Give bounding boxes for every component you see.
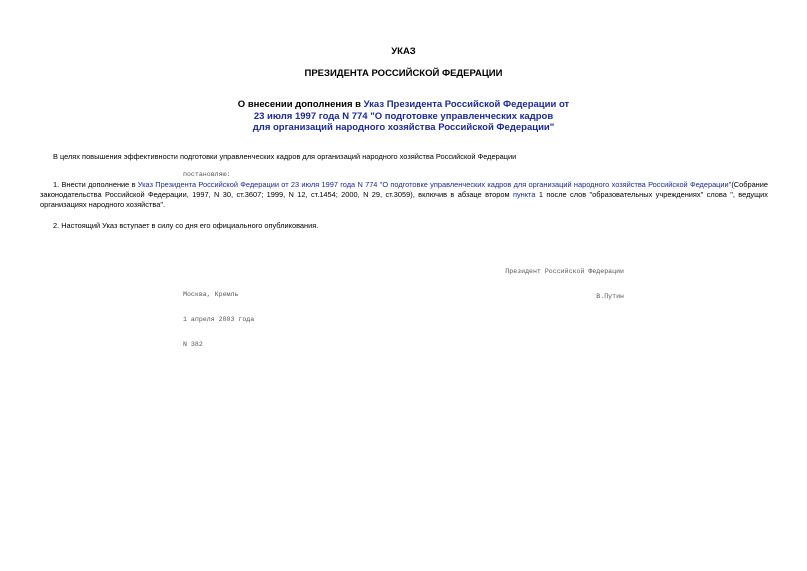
paragraph-1-prefix: 1. Внести дополнение в (53, 180, 138, 189)
subject-decree-link-line3[interactable]: для организаций народного хозяйства Российской Федерации" (252, 122, 555, 133)
document-subject (0, 99, 807, 134)
place: Москва, Кремль (183, 291, 239, 299)
subject-prefix: О внесении дополнения в (237, 99, 364, 110)
document-title: УКАЗ (391, 46, 416, 57)
place-date-block (183, 275, 254, 365)
signature-block (430, 252, 624, 318)
paragraph-1-middle: (Собрание законодательства Российской Федерации, 1997, N 30, ст.3607; 1999, N 12, ст.1454; 2000, N 29, ст.3059), включив в абзаце втором (40, 180, 768, 200)
paragraph-1-suffix: 1 после слов "образовательных учреждениях" слова ", ведущих организациях народного хозяйства". (40, 190, 768, 210)
document-issuer: ПРЕЗИДЕНТА РОССИЙСКОЙ ФЕДЕРАЦИИ (304, 68, 503, 79)
decree-word: постановляю: (183, 171, 231, 178)
subject-decree-link-line1[interactable]: Указ Президента Российской Федерации от (363, 99, 570, 110)
intro-paragraph: В целях повышения эффективности подготовки управленческих кадров для организаций народного хозяйства Российской Федерации (53, 152, 517, 161)
decree-number: N 382 (183, 340, 203, 348)
paragraph-2: 2. Настоящий Указ вступает в силу со дня его официального опубликования. (53, 221, 319, 230)
paragraph-1 (40, 180, 768, 211)
decree-774-link[interactable]: Указ Президента Российской Федерации от 23 июля 1997 года N 774 "О подготовке управленческих кадров для организаций народного хозяйства Российской Федерации" (137, 180, 732, 189)
signature-name: В.Путин (596, 293, 624, 301)
signature-position: Президент Российской Федерации (505, 268, 624, 276)
date: 1 апреля 2003 года (183, 316, 255, 324)
subject-decree-link-line2[interactable]: 23 июля 1997 года N 774 "О подготовке управленческих кадров (253, 110, 554, 122)
punkt-link[interactable]: пункта (512, 190, 536, 200)
